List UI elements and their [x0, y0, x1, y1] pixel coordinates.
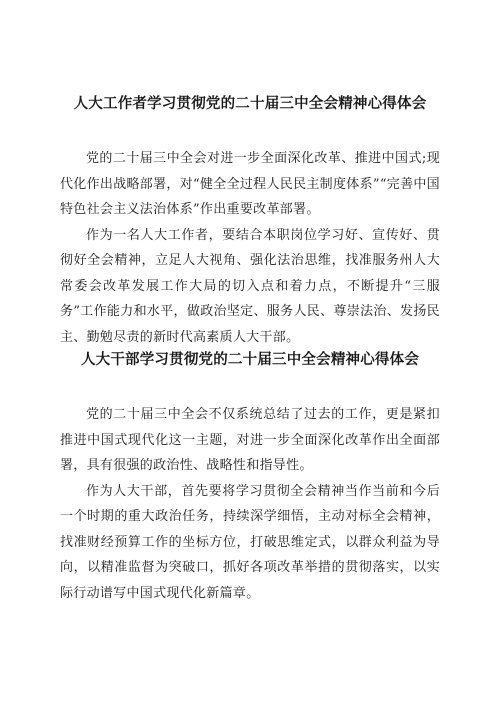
article-section-1: [60, 92, 440, 350]
article-title-1: 人大工作者学习贯彻党的二十届三中全会精神心得体会: [73, 95, 427, 112]
paragraph: 作为人大干部，首先要将学习贯彻全会精神当作当前和今后一个时期的重大政治任务，持续深学细悟，主动对标全会精神，找准财经预算工作的坐标方位，打破思维定式，以群众利益为导向，以精准监督为突破口，抓好各项改革举措的贯彻落实，以实际行动谱写中国式现代化新篇章。: [60, 483, 440, 601]
paragraph: 党的二十届三中全会不仅系统总结了过去的工作，更是紧扣推进中国式现代化这一主题，对进一步全面深化改革作出全面部署，具有很强的政治性、战略性和指导性。: [60, 407, 440, 473]
article-section-2: [60, 348, 440, 606]
article-title-2: 人大干部学习贯彻党的二十届三中全会精神心得体会: [80, 351, 420, 368]
article-body-2: [60, 402, 440, 606]
article-body-1: [60, 146, 440, 350]
paragraph: 党的二十届三中全会对进一步全面深化改革、推进中国式;现代化作出战略部署，对“健全全过程人民民主制度体系”“完善中国特色社会主义法治体系”作出重要改革部署。: [60, 151, 440, 217]
paragraph: 作为一名人大工作者，要结合本职岗位学习好、宣传好、贯彻好全会精神，立足人大视角、强化法治思维，找准服务州人大常委会改革发展工作大局的切入点和着力点，不断提升“三服务”工作能力和水平，做政治坚定、服务人民、尊崇法治、发扬民主、勤勉尽责的新时代高素质人大干部。: [60, 227, 440, 345]
